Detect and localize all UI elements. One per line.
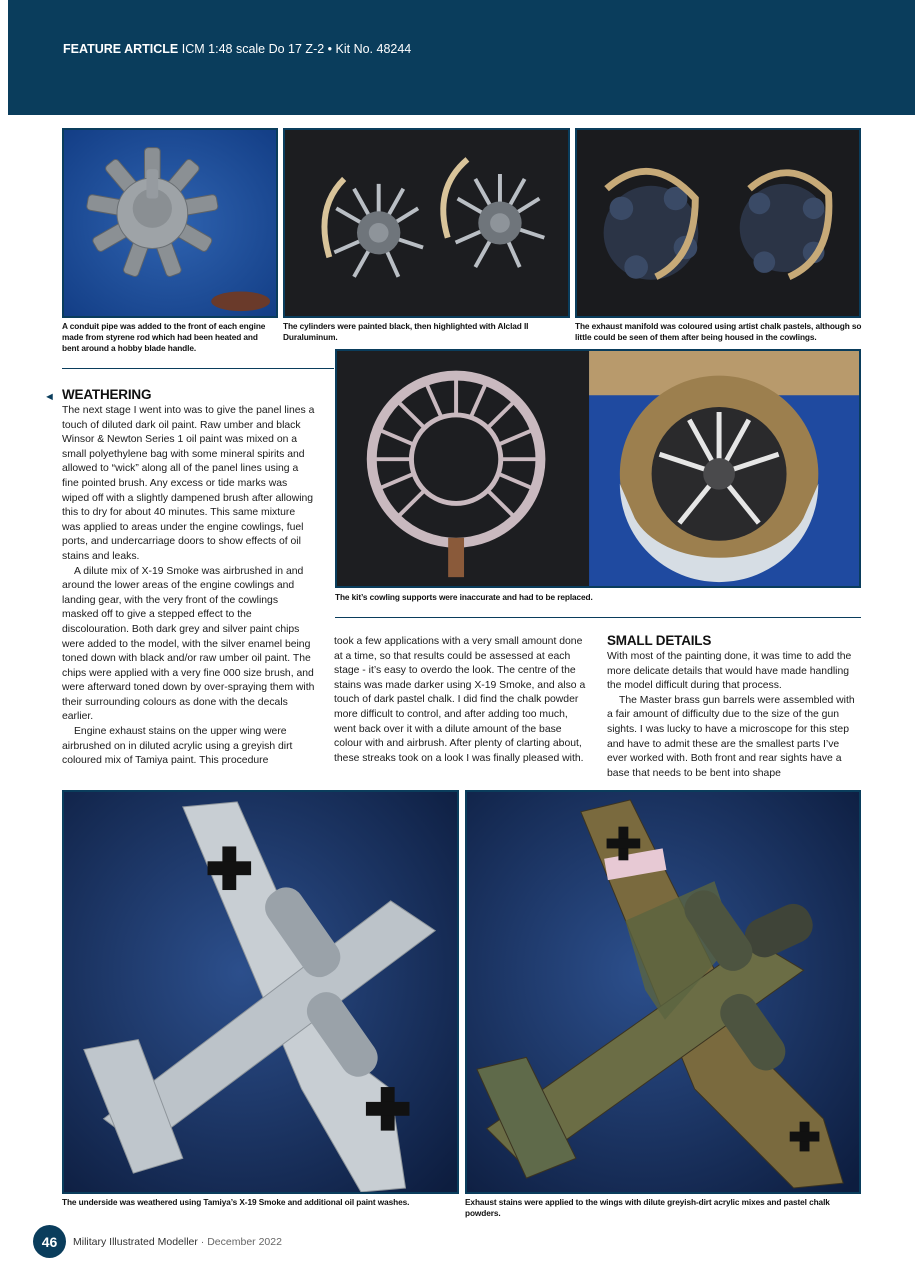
small-details-paragraph: The Master brass gun barrels were assembled with a fair amount of difficulty due to the size of the gun sights. I was lucky to have a microscope for this step and have to admit these are the smallest parts I’ve ever worked with. Both front and rear sights have a base that needs to be bent into shape	[607, 694, 855, 779]
small-details-heading: SMALL DETAILS	[607, 633, 712, 648]
photo-cylinders	[283, 128, 570, 318]
section-arrow-icon: ◄	[44, 391, 55, 403]
photo-exhaust	[575, 128, 861, 318]
small-details-paragraph: With most of the painting done, it was time to add the more delicate details that would have made handling the model difficult during that process.	[607, 651, 852, 692]
article-title: ICM 1:48 scale Do 17 Z-2 • Kit No. 48244	[181, 42, 412, 56]
photo-engine-front	[62, 128, 278, 318]
footer-separator: ·	[197, 1236, 208, 1248]
caption-underside: The underside was weathered using Tamiya’s X-19 Smoke and additional oil paint washes.	[62, 1197, 410, 1207]
weathering-paragraph: The next stage I went into was to give the panel lines a touch of diluted dark oil paint. Raw umber and black Winsor & Newton Series 1 oil paint was mixed on a small polyethylene bag with some mineral spirits and allowed to “wick” along all of the panel lines using a fine pointed brush. Any excess or tide marks was wiped off with a slightly dampened brush after allowing this to dry for about 40 minutes. This same mixture was applied to areas under the engine cowlings, fuel ports, and undercarriage doors to show effects of oil stains and leaks.	[62, 405, 315, 562]
caption-cylinders: The cylinders were painted black, then highlighted with Alclad II Duraluminum.	[283, 321, 529, 342]
rule-small-details	[335, 617, 861, 618]
small-details-body	[607, 650, 860, 781]
rule-weathering	[62, 368, 334, 369]
header-title-line	[63, 42, 411, 56]
weathering-heading: WEATHERING	[62, 387, 152, 402]
magazine-name: Military Illustrated Modeller	[73, 1236, 198, 1248]
engine-front-image	[64, 130, 276, 316]
underside-image	[64, 792, 457, 1192]
photo-topside	[465, 790, 861, 1194]
caption-cowling: The kit’s cowling supports were inaccurate and had to be replaced.	[335, 592, 593, 602]
cowling-image	[337, 351, 859, 586]
topside-image	[467, 792, 859, 1192]
photo-cowling	[335, 349, 861, 588]
exhaust-image	[577, 130, 859, 316]
weathering-paragraph: A dilute mix of X-19 Smoke was airbrushed in and around the lower areas of the engine cowlings and landing gear, with the very front of the cowlings masked off to give a stepped effect to the discolouration. Both dark grey and silver paint chips were added to the model, with the silver enamel being toned down with black and/or raw umber oil paint. The chips were applied with a very fine 000 size brush, and were afterward toned down by over-spraying them with their surrounding colours as done with the decals earlier.	[62, 565, 315, 723]
section-label: FEATURE ARTICLE	[63, 42, 179, 56]
footer-credit	[73, 1236, 282, 1248]
caption-exhaust: The exhaust manifold was coloured using artist chalk pastels, although so little could be seen of them after being housed in the cowlings.	[575, 321, 862, 342]
caption-engine-front: A conduit pipe was added to the front of each engine made from styrene rod which had been heated and bent around a hobby blade handle.	[62, 321, 266, 353]
issue-date: December 2022	[207, 1236, 282, 1248]
page-number-badge: 46	[33, 1225, 66, 1258]
weathering-body	[62, 404, 315, 769]
caption-topside: Exhaust stains were applied to the wings with dilute greyish-dirt acrylic mixes and pastel chalk powders.	[465, 1197, 830, 1218]
cylinders-image	[285, 130, 568, 316]
weathering-paragraph: Engine exhaust stains on the upper wing were airbrushed on in diluted acrylic using a greyish dirt coloured mix of Tamiya paint. This procedure	[62, 726, 293, 767]
weathering-continuation: took a few applications with a very small amount done at a time, so that results could be assessed at each stage - it’s easy to overdo the look. The centre of the stains was made darker using X-19 Smoke, and also a touch of dark pastel chalk. I did find the chalk powder more difficult to control, and after adding too much, went back over it with a dilute amount of the base colour with and airbrush. After plenty of clarting about, these streaks took on a look I was finally pleased with.	[334, 636, 586, 764]
photo-underside	[62, 790, 459, 1194]
header-banner	[8, 0, 915, 115]
